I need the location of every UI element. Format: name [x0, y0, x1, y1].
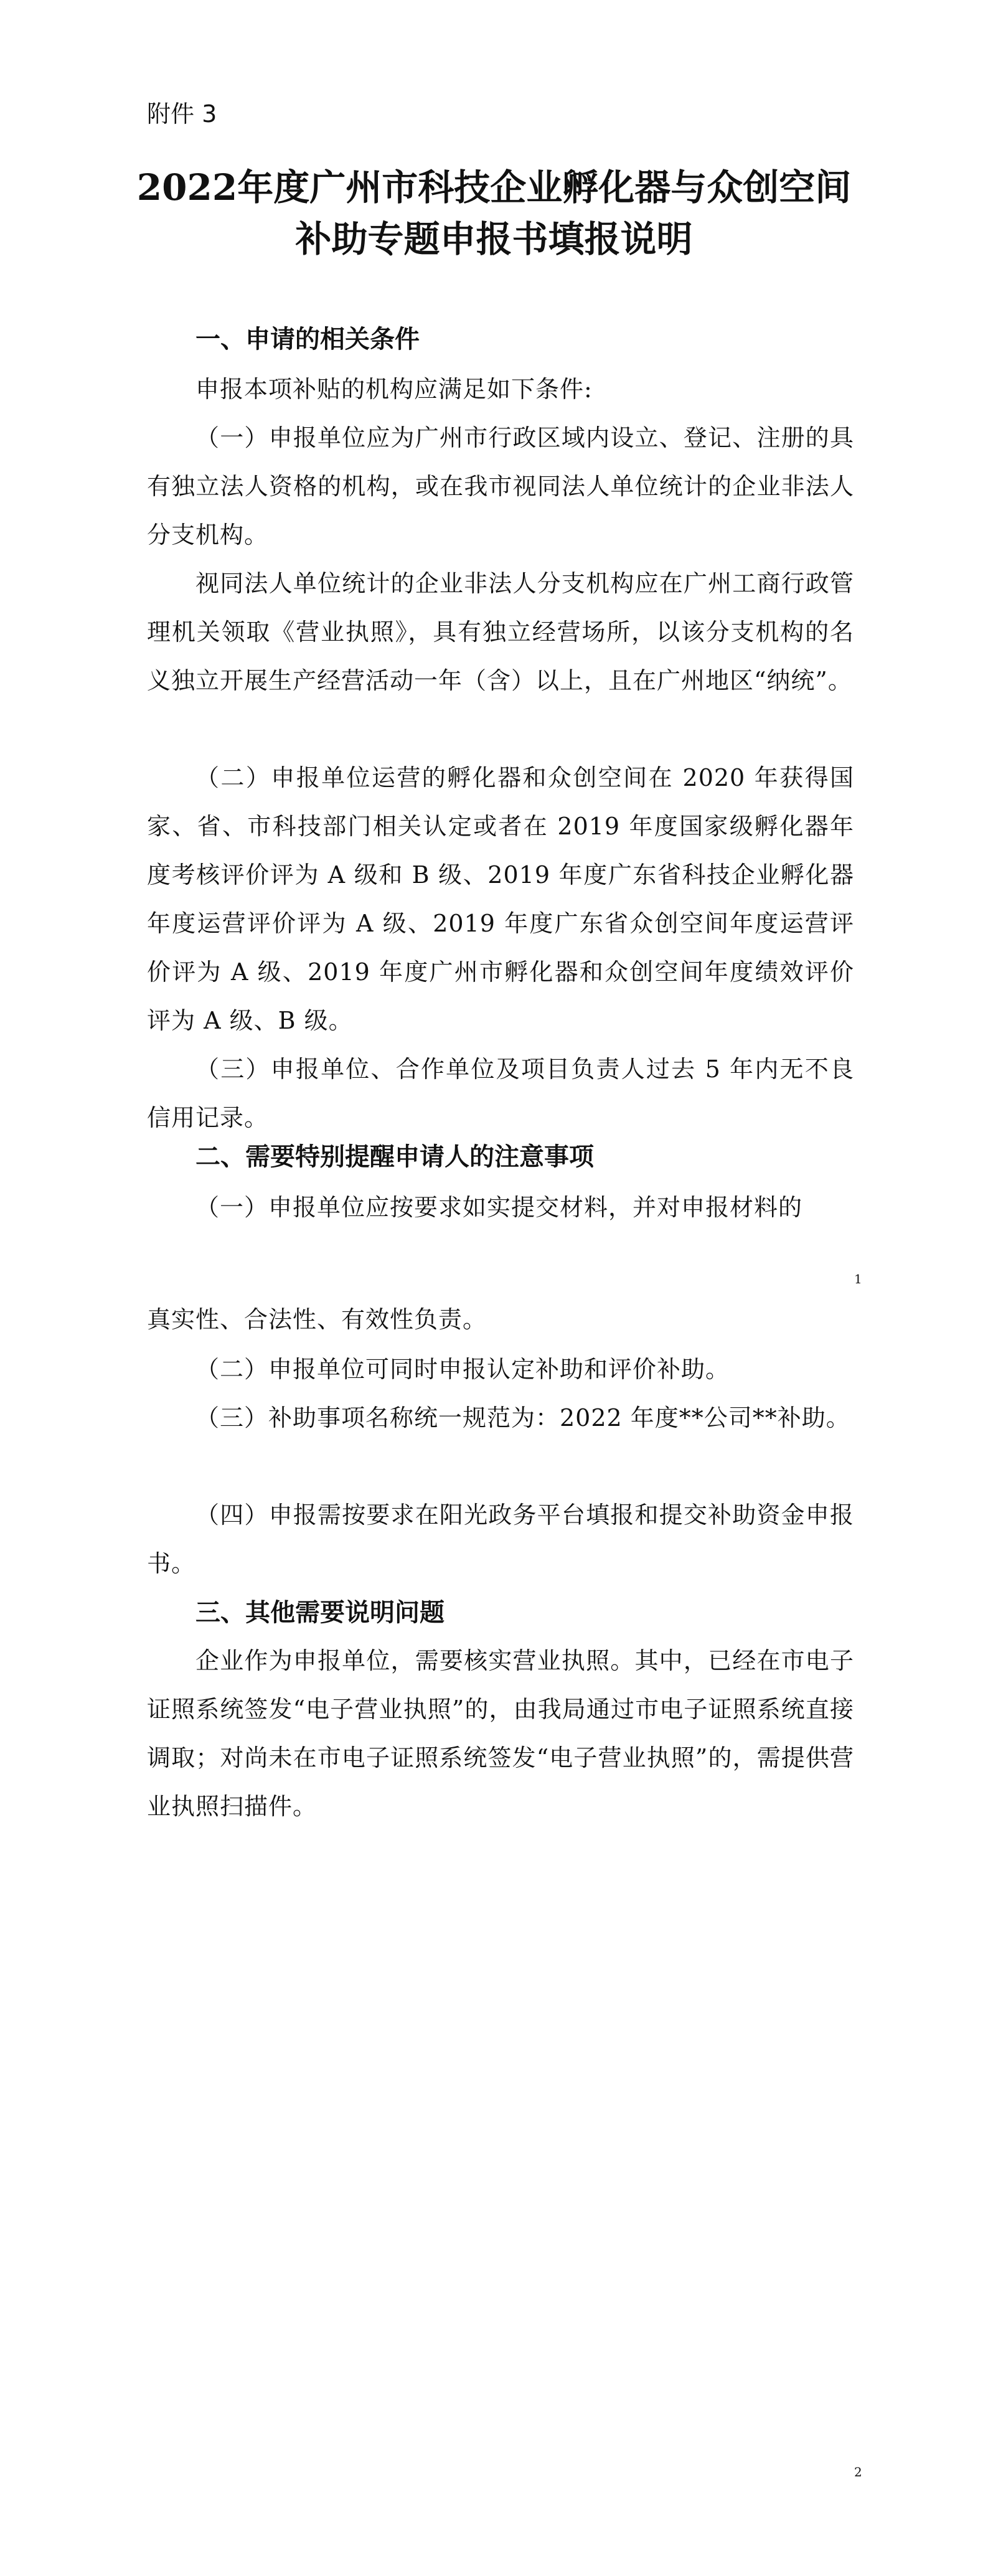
paragraph: （二）申报单位运营的孵化器和众创空间在 2020 年获得国家、省、市科技部门相关认定或者在 2019 年度国家级孵化器年度考核评价评为 A 级和 B 级、2019 年度广东省科技企业孵化器年度运营评价评为 A 级、2019 年度广东省众创空间年度运营评价评为 A 级、2019 年度广州市孵化器和众创空间年度绩效评价评为 A 级、B 级。 — [147, 764, 854, 1034]
paragraph: （三）申报单位、合作单位及项目负责人过去 5 年内无不良信用记录。 — [147, 1055, 854, 1131]
document-title-line-2: 补助专题申报书填报说明 — [295, 218, 693, 260]
paragraph: 企业作为申报单位，需要核实营业执照。其中，已经在市电子证照系统签发“电子营业执照”的，由我局通过市电子证照系统直接调取；对尚未在市电子证照系统签发“电子营业执照”的，需提供营业执照扫描件。 — [147, 1647, 854, 1820]
page-number: 1 — [854, 1271, 862, 1286]
paragraph: （四）申报需按要求在阳光政务平台填报和提交补助资金申报书。 — [147, 1501, 854, 1577]
attachment-label: 附件 3 — [147, 100, 217, 128]
page-number: 2 — [854, 2465, 862, 2479]
paragraph: （一）申报单位应为广州市行政区域内设立、登记、注册的具有独立法人资格的机构，或在我市视同法人单位统计的企业非法人分支机构。 — [147, 424, 854, 549]
section-heading-2: 二、需要特别提醒申请人的注意事项 — [195, 1143, 594, 1171]
page-2 — [0, 1288, 988, 2576]
section-heading-3: 三、其他需要说明问题 — [195, 1598, 445, 1627]
paragraph: 申报本项补贴的机构应满足如下条件: — [195, 375, 593, 403]
paragraph: （三）补助事项名称统一规范为：2022 年度**公司**补助。 — [195, 1404, 850, 1432]
paragraph: （二）申报单位可同时申报认定补助和评价补助。 — [195, 1356, 730, 1383]
paragraph: （一）申报单位应按要求如实提交材料，并对申报材料的 — [195, 1194, 803, 1221]
paragraph: 视同法人单位统计的企业非法人分支机构应在广州工商行政管理机关领取《营业执照》，具有独立经营场所，以该分支机构的名义独立开展生产经营活动一年（含）以上，且在广州地区“纳统”。 — [147, 570, 854, 694]
paragraph-continued: 真实性、合法性、有效性负责。 — [147, 1306, 487, 1333]
document-title-line-1: 2022年度广州市科技企业孵化器与众创空间 — [136, 166, 852, 209]
section-heading-1: 一、申请的相关条件 — [195, 325, 420, 354]
